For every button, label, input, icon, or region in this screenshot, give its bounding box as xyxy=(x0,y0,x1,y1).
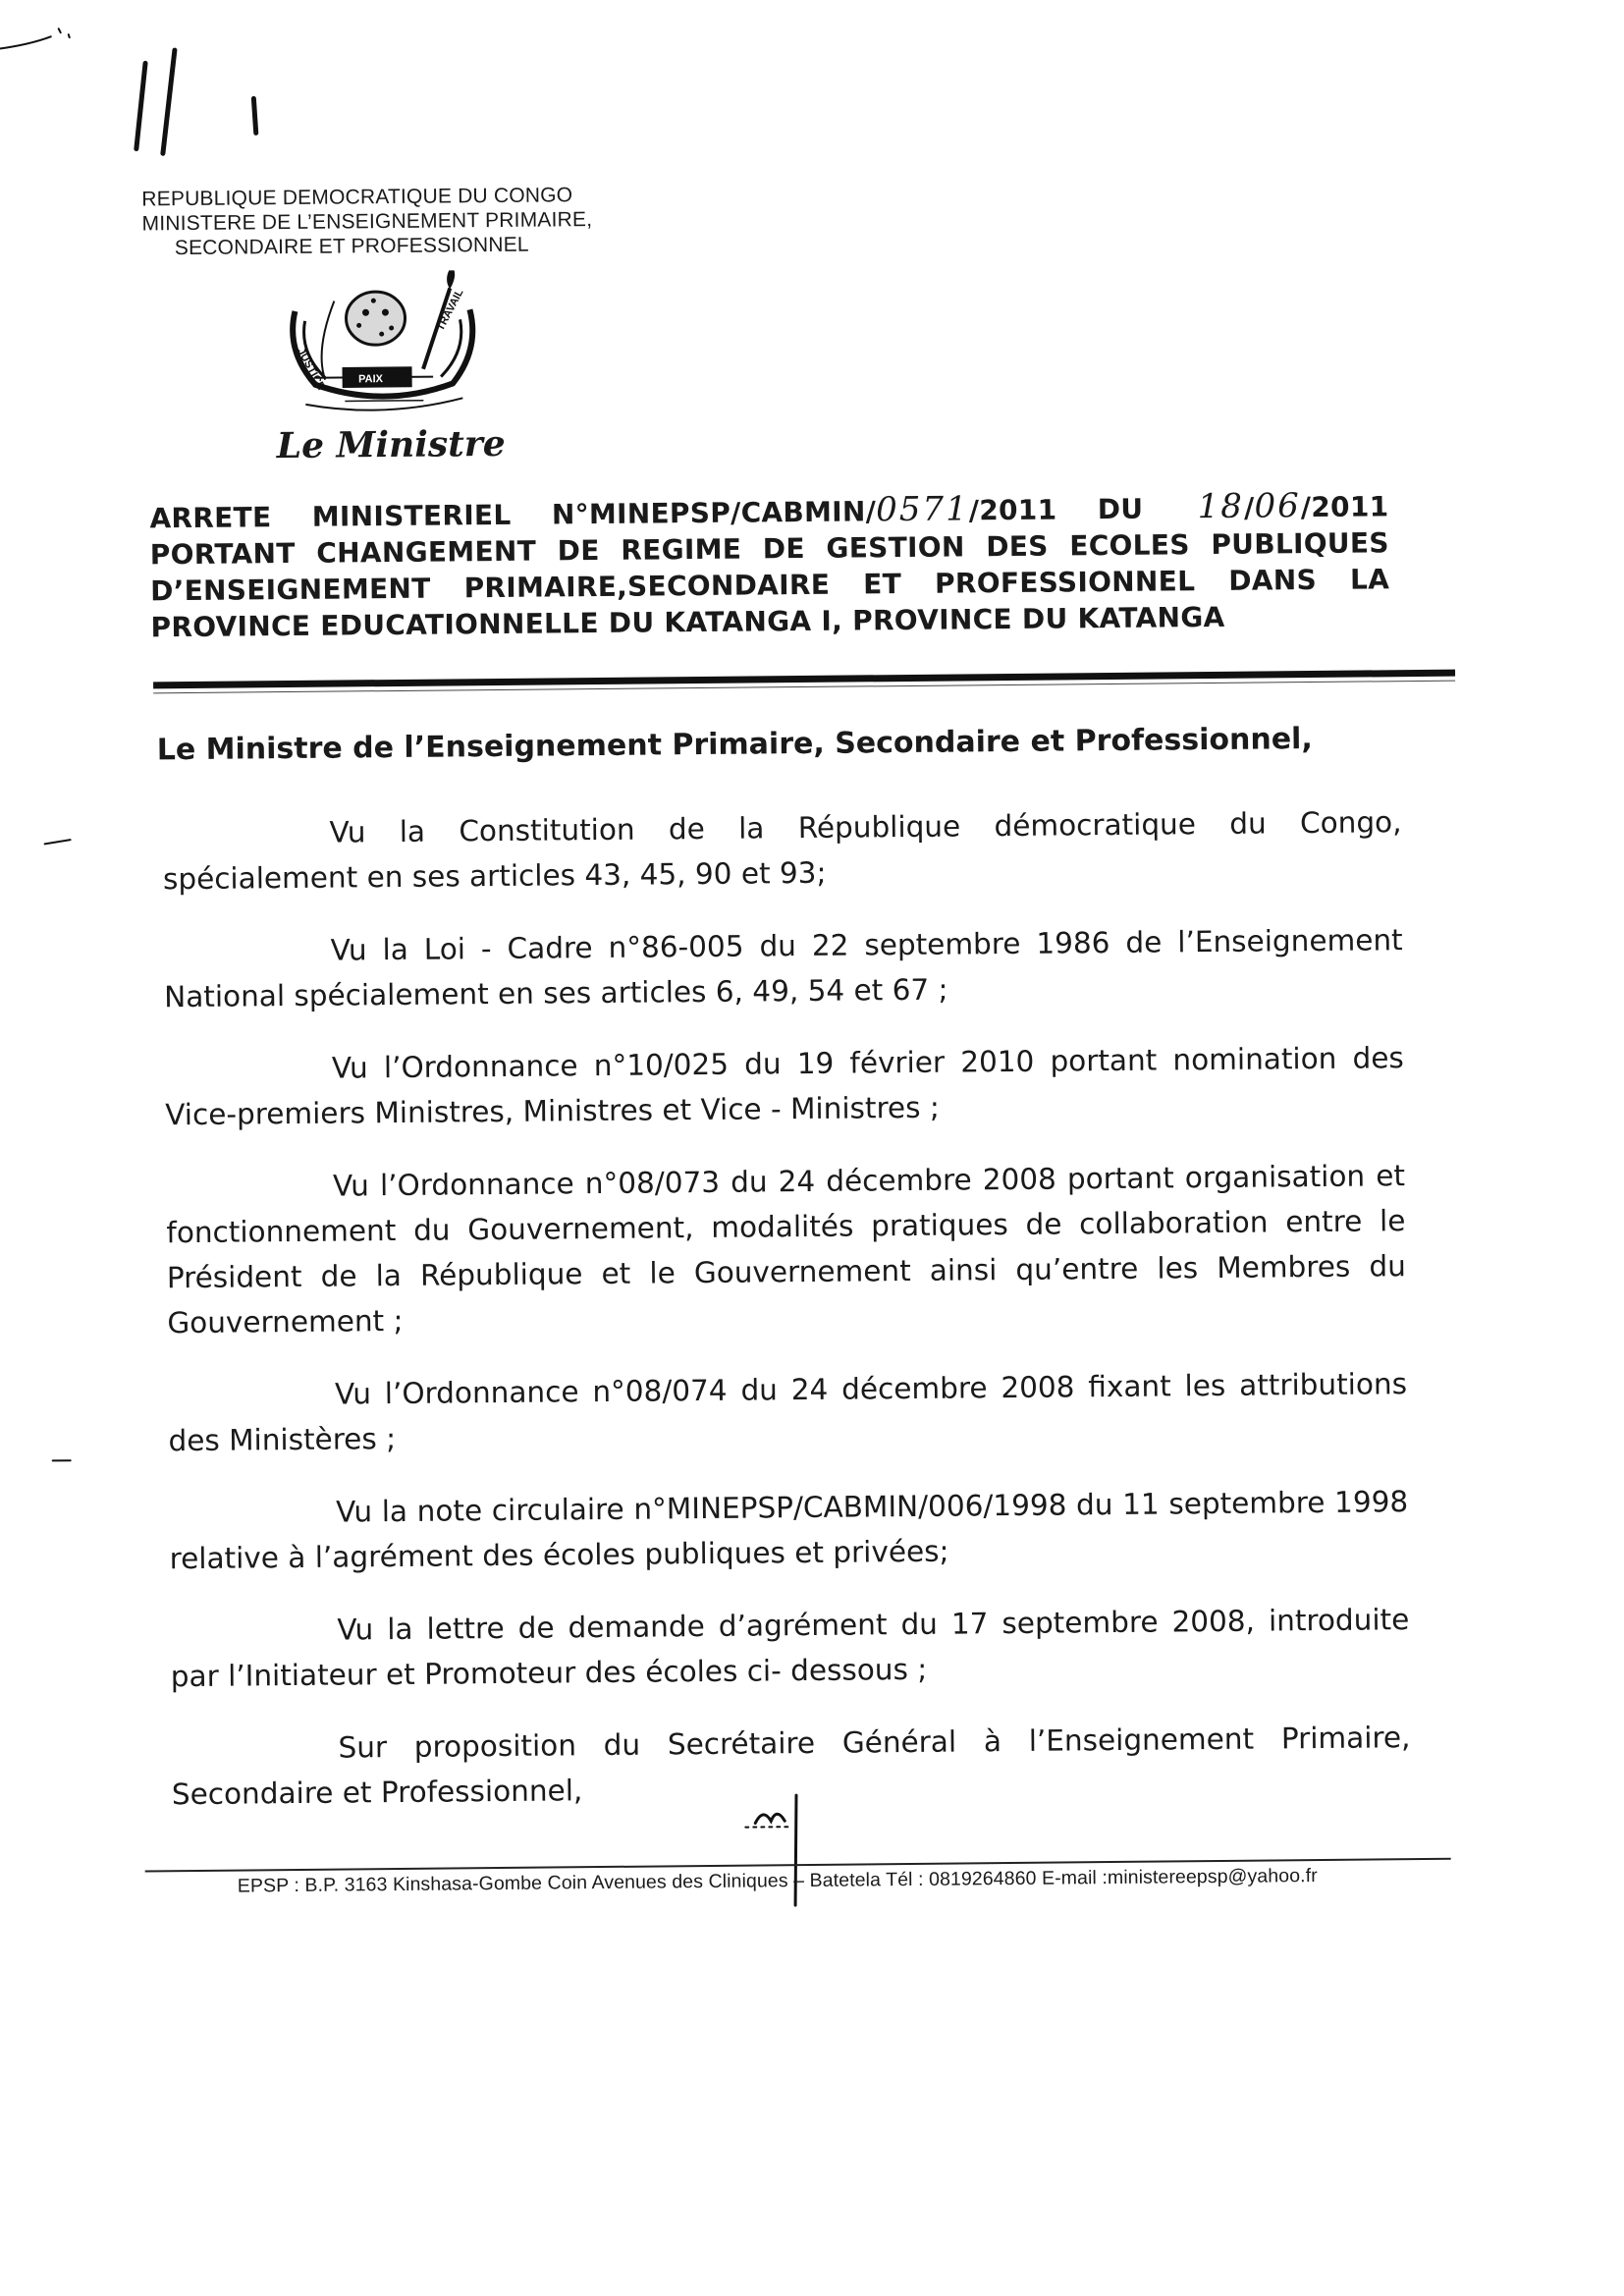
paragraph-ordonnance-08-074: Vu l’Ordonnance n°08/074 du 24 décembre 2008 fixant les attributions des Ministères ; xyxy=(168,1367,1408,1458)
paragraph-note-circulaire: Vu la note circulaire n°MINEPSP/CABMIN/006/1998 du 11 septembre 1998 relative à l’agrément des écoles publiques et privées; xyxy=(169,1485,1409,1576)
decree-reference-mid: /2011 DU xyxy=(968,492,1144,527)
decree-title xyxy=(149,487,1389,645)
decree-title-line-4: PROVINCE EDUCATIONNELLE DU KATANGA I, PROVINCE DU KATANGA xyxy=(150,600,1225,644)
decree-body xyxy=(162,799,1411,1844)
handwritten-initials xyxy=(733,1777,833,1916)
ministry-contact-footer: EPSP : B.P. 3163 Kinshasa-Gombe Coin Avenues des Cliniques – Batetela Tél : 0819264860 E-mail :ministereepsp@yahoo.fr xyxy=(237,1865,1318,1897)
paragraph-ordonnance-10-025: Vu l’Ordonnance n°10/025 du 19 février 2010 portant nomination des Vice-premiers Ministres, Ministres et Vice - Ministres ; xyxy=(165,1041,1404,1132)
decree-title-line-1: ARRETE MINISTERIEL N°MINEPSP/CABMIN/0571/2011 DU 18/06/2011 xyxy=(149,486,1389,535)
coat-of-arms-emblem xyxy=(275,270,492,419)
handwritten-marks xyxy=(0,4,384,185)
decree-day-handwritten: 18 xyxy=(1197,486,1245,527)
paragraph-proposition: Sur proposition du Secrétaire Général à l’Enseignement Primaire, Secondaire et Professionnel, xyxy=(171,1721,1411,1812)
margin-marks xyxy=(37,832,102,1481)
paragraph-constitution: Vu la Constitution de la République démocratique du Congo, spécialement en ses articles 43, 45, 90 et 93; xyxy=(162,805,1402,897)
intro-heading: Le Ministre de l’Enseignement Primaire, Secondaire et Professionnel, xyxy=(156,722,1313,768)
paragraph-ordonnance-08-073: Vu l’Ordonnance n°08/073 du 24 décembre 2008 portant organisation et fonctionnement du Gouvernement, modalités pratiques de collaboration entre le Président de la République et le Gouvernement ainsi qu’entre les Membres du Gouvernement ; xyxy=(166,1159,1407,1340)
decree-month-handwritten: 06 xyxy=(1254,486,1301,526)
decree-title-line-2: PORTANT CHANGEMENT DE REGIME DE GESTION DES ECOLES PUBLIQUES xyxy=(149,526,1389,572)
decree-number-handwritten: 0571 xyxy=(876,489,969,530)
paragraph-lettre-demande: Vu la lettre de demande d’agrément du 17 septembre 2008, introduite par l’Initiateur et Promoteur des écoles ci- dessous ; xyxy=(170,1603,1410,1694)
republic-header xyxy=(141,183,592,260)
decree-year: /2011 xyxy=(1300,490,1389,524)
decree-title-line-3: D’ENSEIGNEMENT PRIMAIRE,SECONDAIRE ET PROFESSIONNEL DANS LA xyxy=(150,563,1390,608)
header-ministry: MINISTERE DE L’ENSEIGNEMENT PRIMAIRE, xyxy=(141,208,593,236)
decree-reference-prefix: ARRETE MINISTERIEL N°MINEPSP/CABMIN/ xyxy=(149,495,877,535)
emblem-motto-bottom: PAIX xyxy=(358,373,384,386)
header-republic: REPUBLIQUE DEMOCRATIQUE DU CONGO xyxy=(141,184,573,211)
emblem-motto-left: JUSTICE xyxy=(295,346,327,393)
paragraph-loi-cadre: Vu la Loi - Cadre n°86-005 du 22 septembre 1986 de l’Enseignement National spécialement en ses articles 6, 49, 54 et 67 ; xyxy=(163,923,1403,1014)
minister-title: Le Ministre xyxy=(276,422,506,467)
header-ministry-sub: SECONDAIRE ET PROFESSIONNEL xyxy=(174,233,529,260)
emblem-motto-right: TRAVAIL xyxy=(434,287,466,333)
